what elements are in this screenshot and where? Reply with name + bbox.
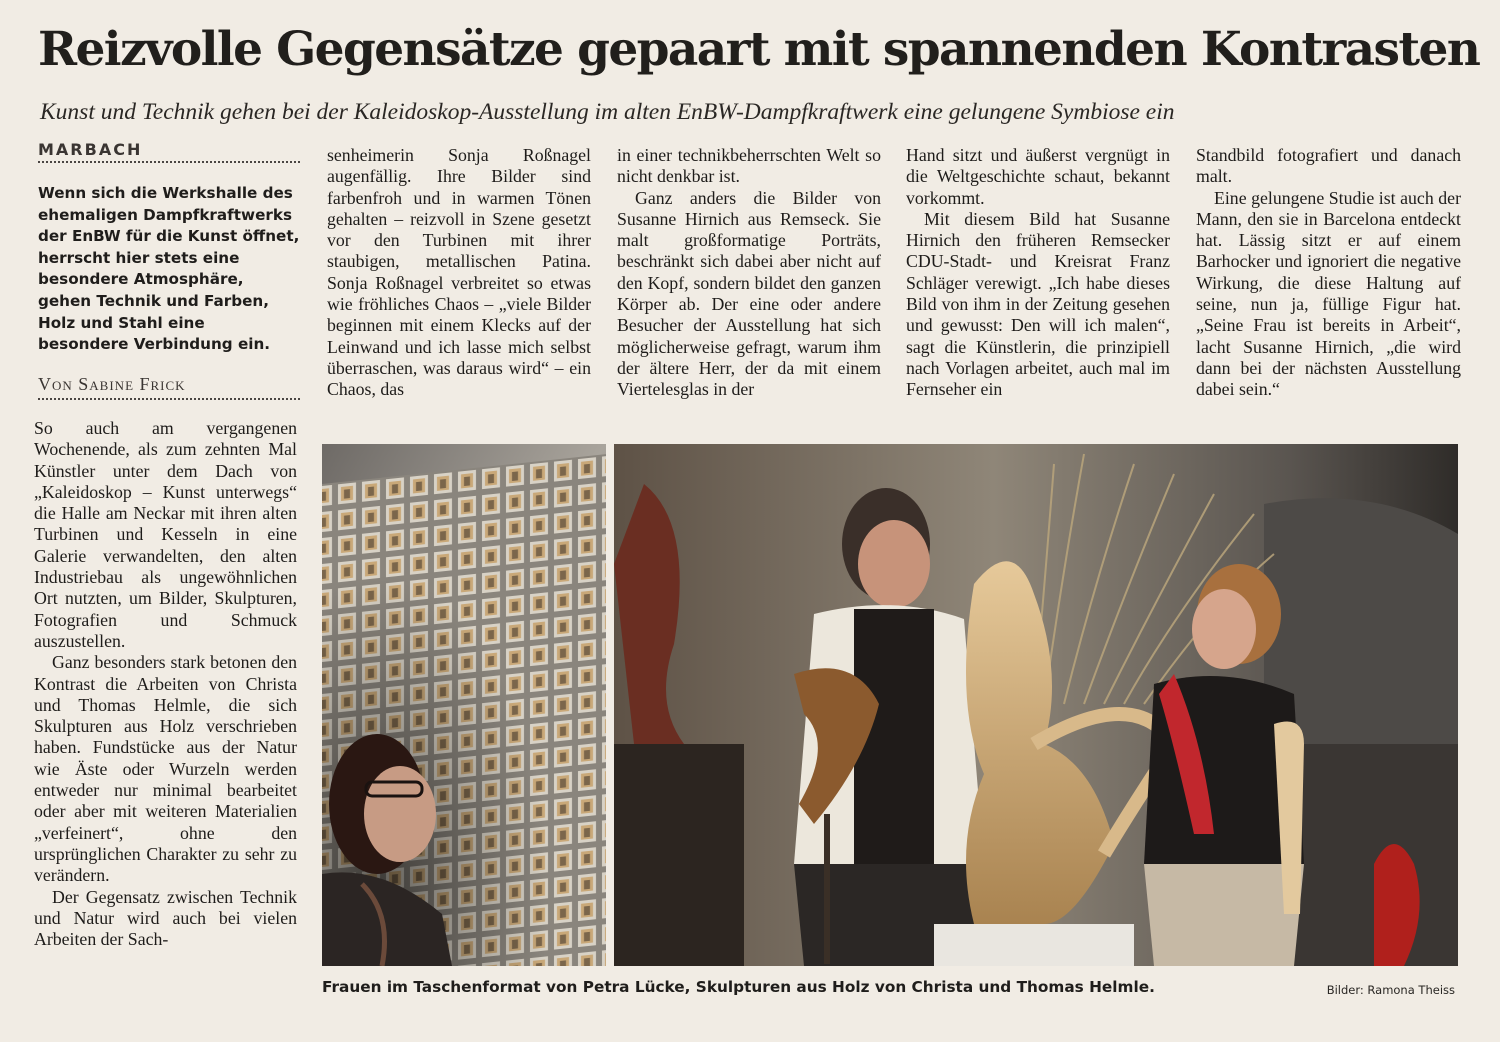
paragraph: in einer technikbeherrschten Welt so nicht denkbar ist. <box>617 145 881 187</box>
text-column-4 <box>906 145 1170 423</box>
paragraph: Mit diesem Bild hat Susanne Hirnich den früheren Remsecker CDU-Stadt- und Kreisrat Franz Schläger verewigt. „Ich habe dieses Bild von ihm in der Zeitung gesehen und gewusst: Den will ich malen“, sagt die Künstlerin, die prinzipiell nach Vorlagen arbeitet, auch mal im Fernseher ein <box>906 208 1170 400</box>
text-column-3 <box>617 145 881 423</box>
article-headline: Reizvolle Gegensätze gepaart mit spannenden Kontrasten <box>38 22 1480 77</box>
article-byline: Von Sabine Frick <box>38 374 300 400</box>
paragraph: Standbild fotografiert und danach malt. <box>1196 145 1461 187</box>
photo-woman-miniature-wall <box>322 444 606 966</box>
article-subheadline: Kunst und Technik gehen bei der Kaleidoskop-Ausstellung im alten EnBW-Dampfkraftwerk eine gelungene Symbiose ein <box>40 99 1175 125</box>
text-column-5 <box>1196 145 1461 423</box>
paragraph: senheimerin Sonja Roßnagel augenfällig. Ihre Bilder sind farbenfroh und in warmen Tönen gehalten – reizvoll in Szene gesetzt vor den Turbinen mit ihrer staubigen, metallischen Patina. Sonja Roßnagel verbreitet so etwas wie fröhliches Chaos – „viele Bilder beginnen mit einem Klecks auf der Leinwand und ich lasse mich selbst überraschen, was daraus wird“ – ein Chaos, das <box>327 145 591 400</box>
paragraph: Ganz besonders stark betonen den Kontrast die Arbeiten von Christa und Thomas Helmle, die sich Skulpturen aus Holz verschrieben haben. Fundstücke aus der Natur wie Äste oder Wurzeln werden entweder nur minimal bearbeitet oder aber mit weiteren Materialien „verfeinert“, ohne den ursprünglichen Charakter zu sehr zu verändern. <box>34 652 297 886</box>
paragraph: So auch am vergangenen Wochenende, als zum zehnten Mal Künstler unter dem Dach von „Kaleidoskop – Kunst unterwegs“ die Halle am Neckar mit ihren alten Turbinen und Kesseln in eine Galerie verwandelten, den alten Industriebau als ungewöhnlichen Ort nutzten, um Bilder, Skulpturen, Fotografien und Schmuck auszustellen. <box>34 418 297 651</box>
photo-credit: Bilder: Ramona Theiss <box>1326 983 1455 997</box>
article-lead: Wenn sich die Werkshalle des ehemaligen Dampfkraftwerks der EnBW für die Kunst öffnet, herrscht hier stets eine besondere Atmosphäre, gehen Technik und Farben, Holz und Stahl eine besondere Verbindung ein. <box>38 184 300 354</box>
paragraph: Hand sitzt und äußerst vergnügt in die Weltgeschichte schaut, bekannt vorkommt. <box>906 145 1170 208</box>
paragraph: Ganz anders die Bilder von Susanne Hirnich aus Remseck. Sie malt großformatige Porträts, beschränkt sich dabei aber nicht auf den Kopf, sondern bildet den ganzen Körper ab. Der eine oder andere Besucher der Ausstellung hat sich möglicherweise gefragt, warum ihm der ältere Herr, der da mit einem Viertelesglas in der <box>617 187 881 400</box>
photo-caption: Frauen im Taschenformat von Petra Lücke, Skulpturen aus Holz von Christa und Thomas Helmle. <box>322 978 1155 996</box>
paragraph: Der Gegensatz zwischen Technik und Natur wird auch bei vielen Arbeiten der Sach- <box>34 886 297 950</box>
text-column-2 <box>327 145 591 423</box>
text-column-1 <box>34 418 297 993</box>
photo-artists-wood-sculpture <box>614 444 1458 966</box>
paragraph: Eine gelungene Studie ist auch der Mann, den sie in Barcelona entdeckt hat. Lässig sitzt er auf einem Barhocker und ignoriert die negative Wirkung, die diese Haltung auf seine, nun ja, füllige Figur hat. „Seine Frau ist bereits in Arbeit“, lacht Susanne Hirnich, „die wird dann bei der nächsten Ausstellung dabei sein.“ <box>1196 187 1461 400</box>
section-label: MARBACH <box>38 140 300 163</box>
